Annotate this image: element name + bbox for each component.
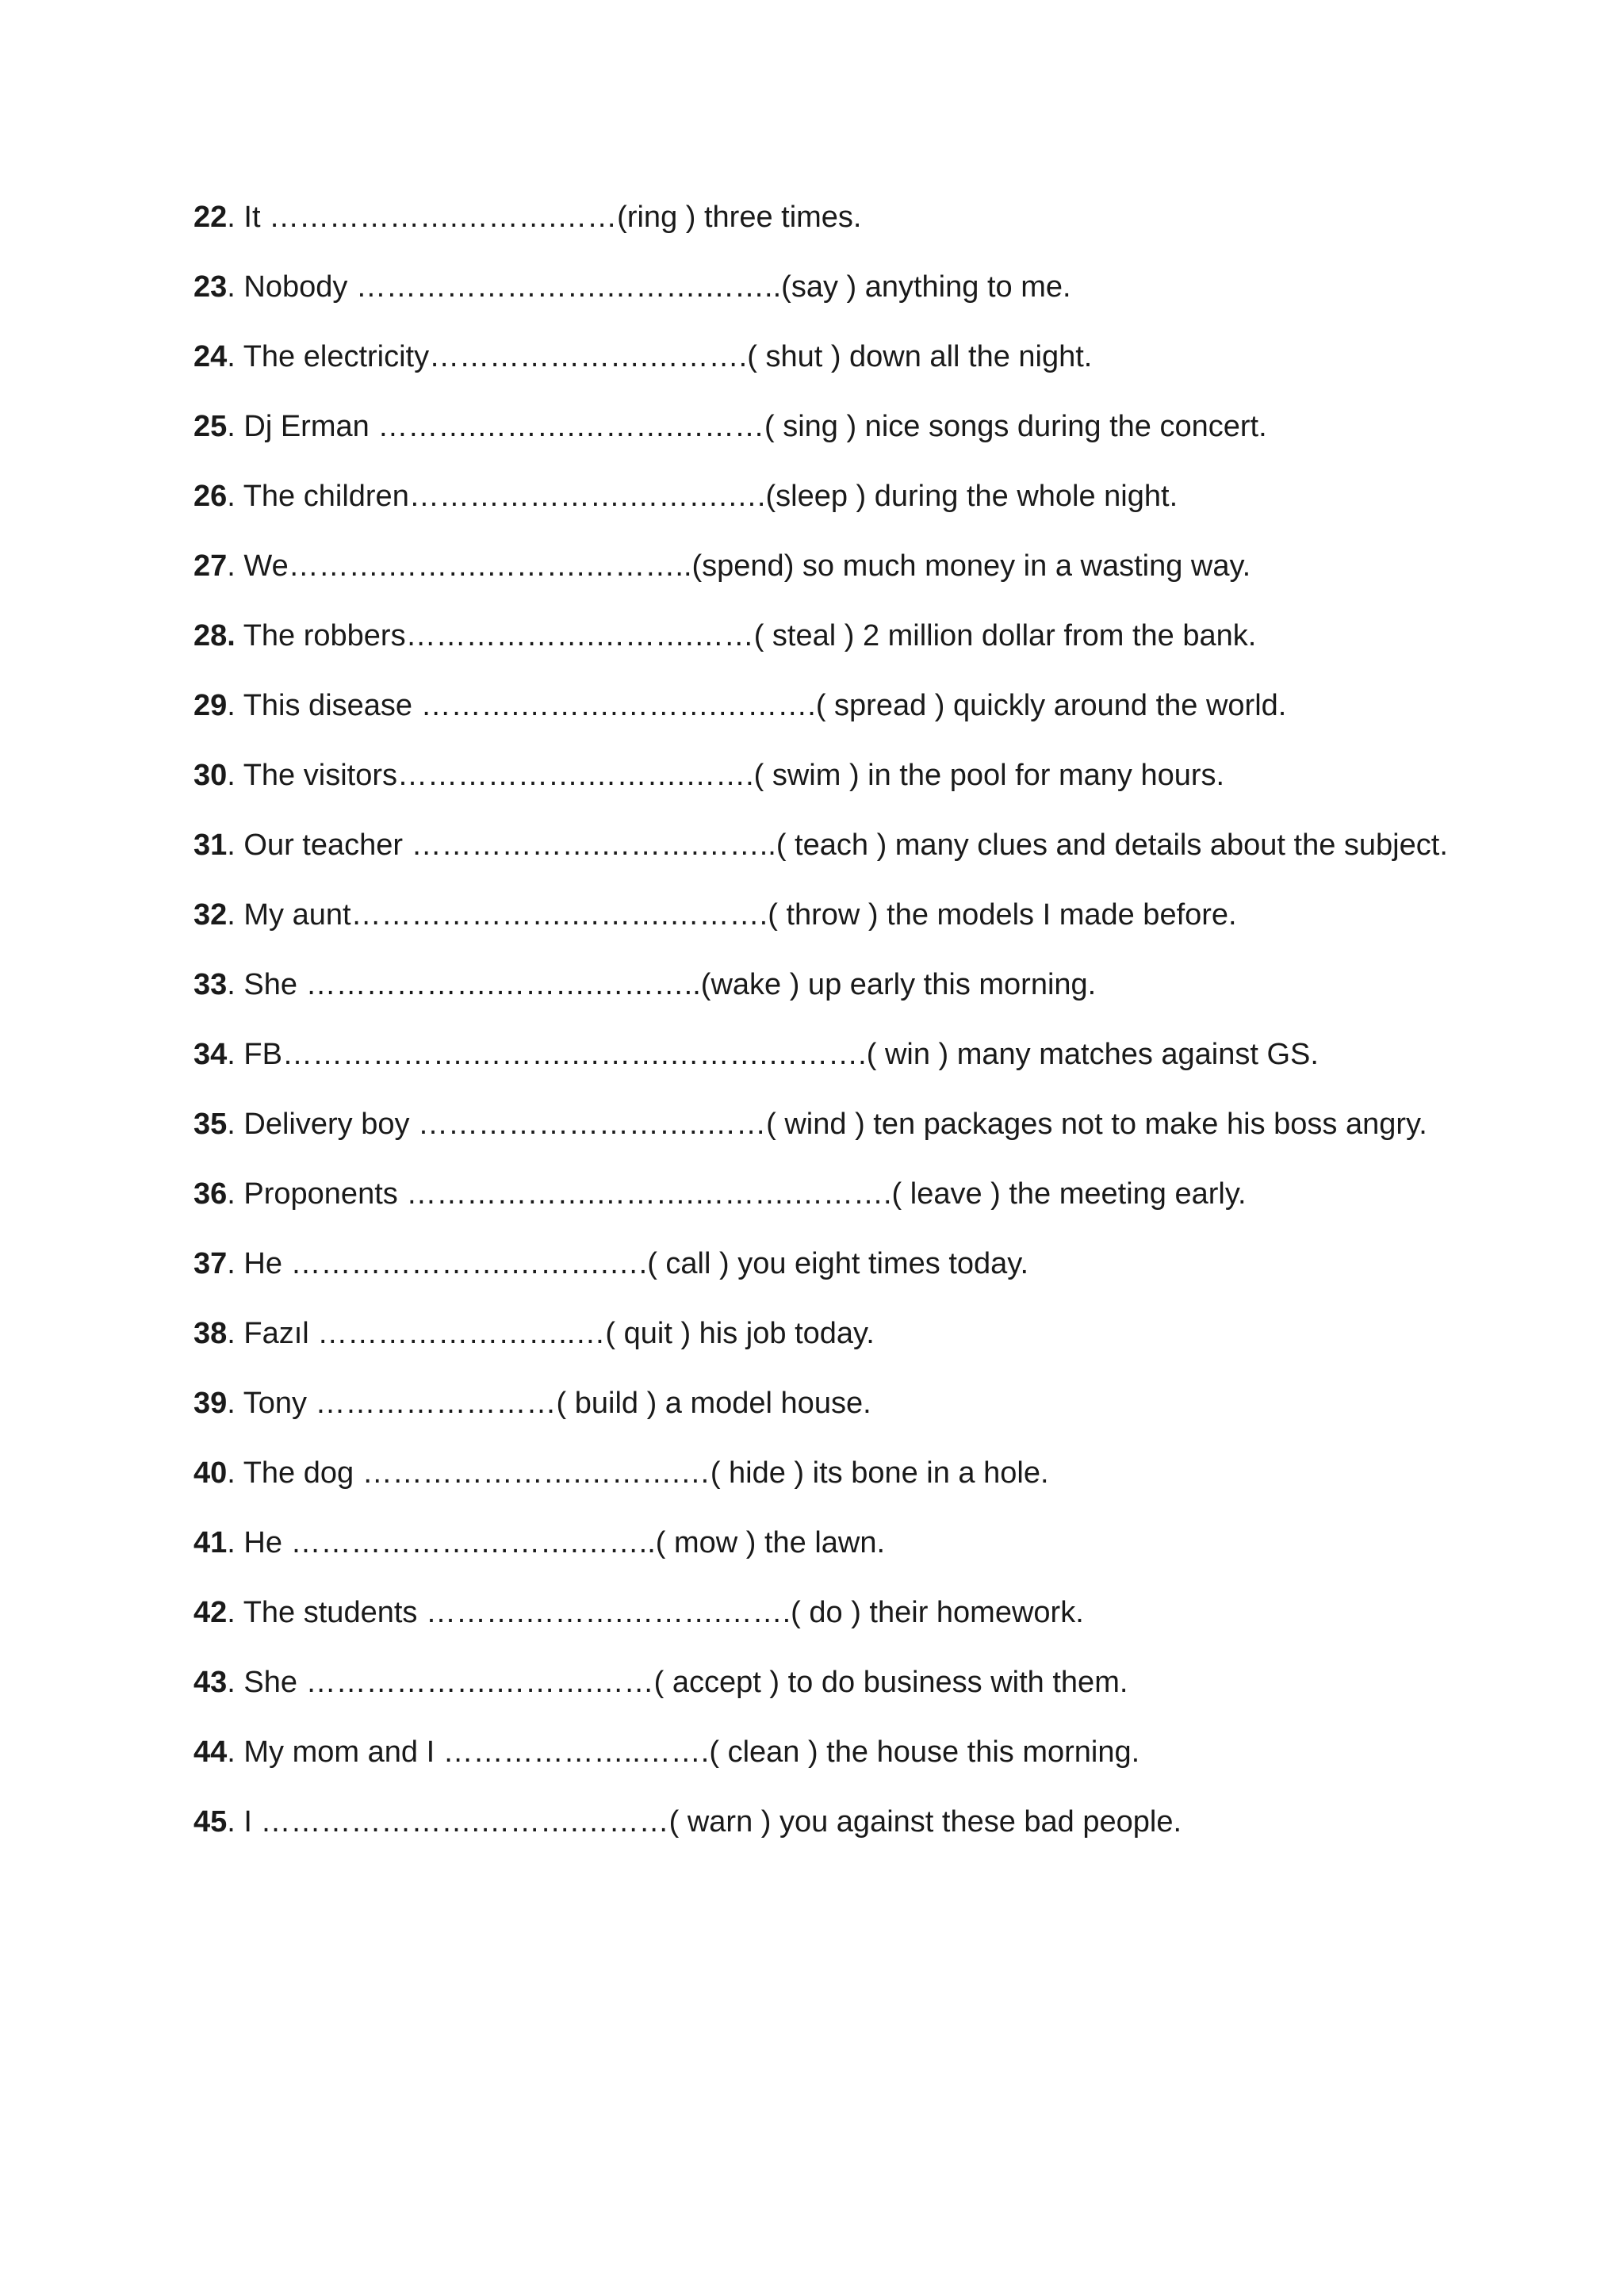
exercise-item-45	[193, 1787, 1542, 1857]
item-number: 30	[193, 759, 228, 792]
item-number: 33	[193, 968, 228, 1001]
item-number: 22	[193, 201, 228, 234]
item-sentence: . My aunt………………….……….……….( throw ) the models I made before.	[227, 898, 1237, 932]
exercise-item-27	[193, 531, 1542, 601]
exercise-item-28	[193, 601, 1542, 671]
exercise-item-30	[193, 740, 1542, 810]
exercise-item-31	[193, 810, 1542, 880]
exercise-item-38	[193, 1299, 1542, 1368]
exercise-item-37	[193, 1229, 1542, 1299]
item-number: 25	[193, 410, 228, 443]
item-number: 35	[193, 1108, 228, 1141]
exercise-item-34	[193, 1020, 1542, 1089]
item-sentence: . My mom and I ………………..…….( clean ) the house this morning.	[227, 1735, 1140, 1769]
exercise-item-36	[193, 1159, 1542, 1229]
item-sentence: The robbers……………….……….……( steal ) 2 million dollar from the bank.	[235, 619, 1257, 652]
item-sentence: . It ……………….……….……(ring ) three times.	[227, 201, 862, 234]
item-sentence: . This disease ……….……….……….……….( spread ) quickly around the world.	[227, 689, 1287, 722]
item-sentence: . He ………………….……….….( call ) you eight times today.	[227, 1247, 1029, 1280]
item-number: 32	[193, 898, 228, 932]
exercise-item-33	[193, 950, 1542, 1020]
item-number: 40	[193, 1456, 228, 1490]
item-sentence: . Delivery boy ………………………..……( wind ) ten packages not to make his boss angry.	[227, 1108, 1427, 1141]
item-number: 43	[193, 1666, 228, 1699]
item-sentence: . Tony ……………………( build ) a model house.	[227, 1387, 871, 1420]
exercise-list	[193, 182, 1542, 1857]
item-number: 27	[193, 549, 228, 583]
item-sentence: . The students ……….……….……….…….( do ) their homework.	[227, 1596, 1084, 1629]
item-number: 24	[193, 340, 228, 373]
item-sentence: . Our teacher ……………….……….……..( teach ) many clues and details about the subject.	[227, 828, 1448, 862]
exercise-item-26	[193, 461, 1542, 531]
exercise-item-25	[193, 392, 1542, 461]
item-number: 29	[193, 689, 228, 722]
item-sentence: . Proponents ……………….……….……….……….( leave ) the meeting early.	[227, 1177, 1247, 1211]
exercise-item-40	[193, 1438, 1542, 1508]
item-number: 41	[193, 1526, 228, 1559]
item-sentence: . Fazıl ……………………..…( quit ) his job today.	[227, 1317, 875, 1350]
exercise-item-35	[193, 1089, 1542, 1159]
item-number: 36	[193, 1177, 228, 1211]
item-number: 23	[193, 270, 228, 304]
item-number: 26	[193, 480, 228, 513]
item-sentence: . The children………………….……….….(sleep ) during the whole night.	[227, 480, 1178, 513]
item-sentence: . Dj Erman ……….……….……….………( sing ) nice songs during the concert.	[227, 410, 1267, 443]
item-sentence: . We……….……….……….………..(spend) so much money in a wasting way.	[227, 549, 1251, 583]
item-sentence: . She ……………….……….………..(wake ) up early this morning.	[227, 968, 1097, 1001]
item-sentence: . FB……………….……….……….……….……….( win ) many matches against GS.	[227, 1038, 1319, 1071]
exercise-item-24	[193, 322, 1542, 392]
item-number: 37	[193, 1247, 228, 1280]
item-sentence: . I ………………….……….………( warn ) you against these bad people.	[227, 1805, 1182, 1839]
item-number: 45	[193, 1805, 228, 1839]
exercise-item-23	[193, 252, 1542, 322]
item-sentence: . The visitors……………….……….…….( swim ) in the pool for many hours.	[227, 759, 1225, 792]
item-sentence: . The electricity………………….……….( shut ) down all the night.	[227, 340, 1093, 373]
item-sentence: . Nobody …………………….……….……..(say ) anything to me.	[227, 270, 1071, 304]
exercise-item-42	[193, 1578, 1542, 1647]
item-number: 38	[193, 1317, 228, 1350]
item-number: 42	[193, 1596, 228, 1629]
exercise-item-39	[193, 1368, 1542, 1438]
item-number: 31	[193, 828, 228, 862]
item-number: 44	[193, 1735, 228, 1769]
item-number: 39	[193, 1387, 228, 1420]
exercise-item-44	[193, 1717, 1542, 1787]
exercise-item-43	[193, 1647, 1542, 1717]
exercise-item-32	[193, 880, 1542, 950]
item-sentence: . She ……………….……….……( accept ) to do business with them.	[227, 1666, 1128, 1699]
exercise-item-41	[193, 1508, 1542, 1578]
item-number: 34	[193, 1038, 228, 1071]
exercise-item-29	[193, 671, 1542, 740]
item-sentence: . He ……………….……….……..( mow ) the lawn.	[227, 1526, 886, 1559]
item-sentence: . The dog ………………….……….…( hide ) its bone in a hole.	[227, 1456, 1049, 1490]
item-number: 28.	[193, 619, 236, 652]
exercise-item-22	[193, 182, 1542, 252]
